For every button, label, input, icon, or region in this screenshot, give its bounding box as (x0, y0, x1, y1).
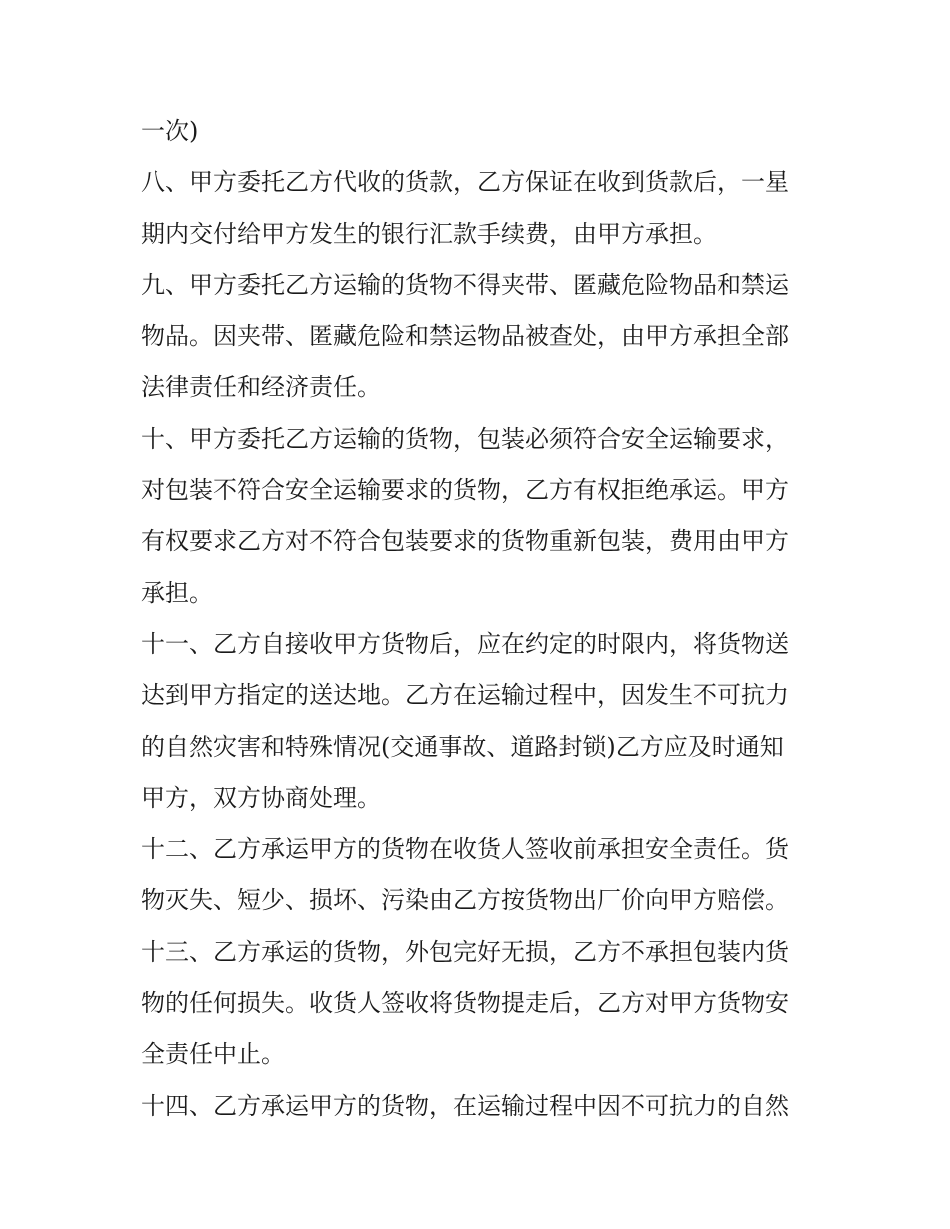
text-line: 一次) (141, 117, 199, 145)
text-line: 法律责任和经济责任。 (141, 373, 381, 402)
text-line: 十一、乙方自接收甲方货物后，应在约定的时限内，将货物送 (141, 629, 789, 658)
text-line: 的自然灾害和特殊情况(交通事故、道路封锁)乙方应及时通知 (141, 732, 784, 761)
text-line: 八、甲方委托乙方代收的货款，乙方保证在收到货款后，一星 (141, 168, 789, 197)
text-line: 承担。 (141, 578, 213, 607)
text-line: 物灭失、短少、损坏、污染由乙方按货物出厂价向甲方赔偿。 (141, 886, 789, 915)
contract-text (141, 106, 821, 1132)
text-line: 达到甲方指定的送达地。乙方在运输过程中，因发生不可抗力 (141, 681, 789, 710)
text-line: 甲方，双方协商处理。 (141, 783, 381, 812)
text-line: 全责任中止。 (141, 1040, 285, 1069)
text-line: 十、甲方委托乙方运输的货物，包装必须符合安全运输要求， (141, 424, 789, 453)
text-line: 九、甲方委托乙方运输的货物不得夹带、匿藏危险物品和禁运 (141, 270, 789, 299)
text-line: 期内交付给甲方发生的银行汇款手续费，由甲方承担。 (141, 219, 717, 248)
text-line: 物的任何损失。收货人签收将货物提走后，乙方对甲方货物安 (141, 989, 789, 1018)
text-line: 物品。因夹带、匿藏危险和禁运物品被查处，由甲方承担全部 (141, 322, 789, 351)
text-line: 十四、乙方承运甲方的货物，在运输过程中因不可抗力的自然 (141, 1091, 789, 1120)
text-line: 对包装不符合安全运输要求的货物，乙方有权拒绝承运。甲方 (141, 476, 789, 505)
text-line: 十二、乙方承运甲方的货物在收货人签收前承担安全责任。货 (141, 835, 789, 864)
text-line: 十三、乙方承运的货物，外包完好无损，乙方不承担包装内货 (141, 937, 789, 966)
text-line: 有权要求乙方对不符合包装要求的货物重新包装，费用由甲方 (141, 527, 789, 556)
